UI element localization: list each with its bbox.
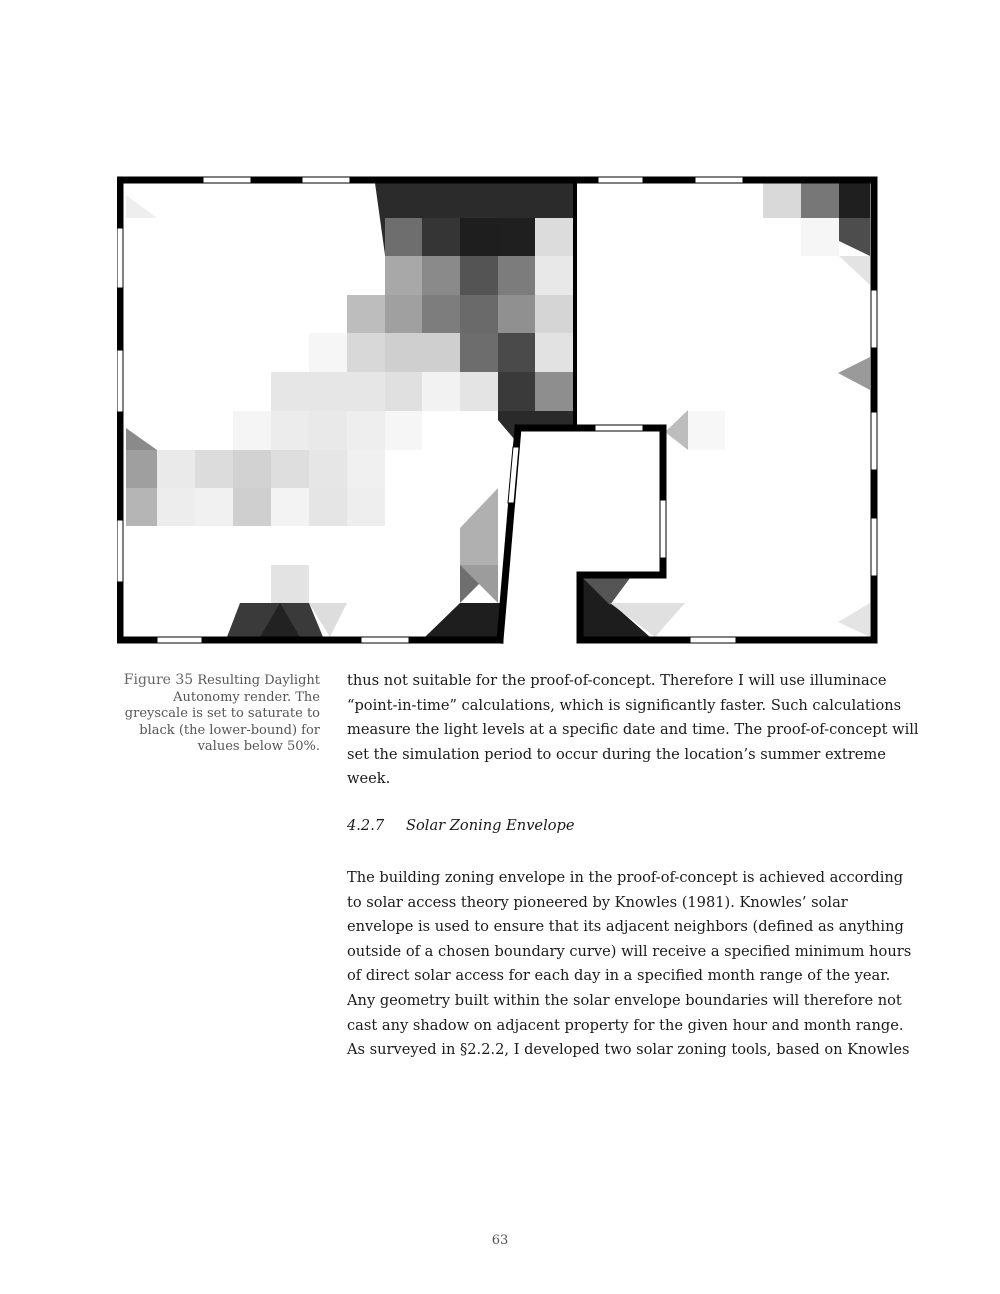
window (117, 228, 123, 288)
light-cell (195, 450, 233, 488)
text-line: envelope is used to ensure that its adjacent neighbors (defined as anything (347, 918, 904, 936)
light-cell (838, 603, 870, 637)
text-line: cast any shadow on adjacent property for the given hour and month range. (347, 1016, 904, 1034)
window (595, 425, 643, 431)
window (695, 177, 743, 183)
light-cell (347, 333, 385, 372)
light-cell (309, 450, 347, 488)
section-title: Solar Zoning Envelope (406, 817, 575, 834)
grey-cell (126, 488, 157, 526)
dark-cell (425, 603, 500, 637)
grey-cell (535, 372, 573, 411)
paragraph-1 (347, 669, 919, 792)
text-line: Any geometry built within the solar envelope boundaries will therefore not (347, 991, 902, 1009)
text-line: thus not suitable for the proof-of-concept. Therefore I will use illuminace (347, 672, 887, 689)
light-cell (126, 195, 157, 218)
light-cell (422, 372, 460, 411)
light-cell (271, 488, 309, 526)
light-cell (309, 488, 347, 526)
light-cell (157, 488, 195, 526)
window (302, 177, 350, 183)
floor-plan-render (117, 176, 879, 646)
dark-cell (498, 218, 535, 256)
window (690, 637, 736, 643)
dark-cell (460, 218, 498, 256)
light-cell (309, 333, 347, 372)
figure-caption-text: Resulting Daylight Autonomy render. The greyscale is set to saturate to black (the lower-bound) for values below 50%. (124, 673, 320, 754)
figure-caption (112, 672, 320, 756)
daylight-autonomy-figure (117, 176, 879, 646)
grey-cell (665, 410, 688, 450)
light-cell (385, 372, 422, 411)
dark-cell (422, 218, 460, 256)
grey-cell (422, 256, 460, 295)
grey-cell (839, 218, 870, 256)
light-cell (763, 183, 801, 218)
light-cell (535, 333, 573, 372)
dark-cell (839, 183, 870, 218)
light-cell (271, 411, 309, 450)
section-heading (347, 817, 575, 834)
window (871, 412, 877, 470)
light-cell (233, 488, 271, 526)
grey-cell (460, 333, 498, 372)
window (117, 520, 123, 582)
dark-cell (801, 183, 839, 218)
text-line: set the simulation period to occur during the location’s summer extreme (347, 745, 886, 763)
light-cell (347, 411, 385, 450)
light-cell (309, 411, 347, 450)
light-cell (535, 218, 573, 256)
grey-cell (422, 295, 460, 333)
light-cell (271, 565, 309, 603)
light-cell (535, 256, 573, 295)
grey-cell (460, 256, 498, 295)
light-cell (347, 450, 385, 488)
window (598, 177, 643, 183)
section-number: 4.2.7 (347, 817, 385, 834)
grey-cell (460, 488, 498, 565)
window (660, 500, 666, 558)
text-line: “point-in-time” calculations, which is significantly faster. Such calculations (347, 696, 902, 714)
text-line: week. (347, 770, 391, 788)
light-cell (347, 488, 385, 526)
window (157, 637, 202, 643)
text-line: outside of a chosen boundary curve) will receive a specified minimum hours (347, 942, 912, 960)
text-line: measure the light levels at a specific date and time. The proof-of-concept will (347, 721, 919, 739)
window (117, 350, 123, 412)
window (203, 177, 251, 183)
grey-cell (498, 256, 535, 295)
light-cell (271, 372, 385, 411)
grey-cell (385, 256, 422, 295)
text-line: The building zoning envelope in the proof-of-concept is achieved according (347, 869, 904, 886)
light-cell (157, 450, 195, 488)
daylight-cells (126, 183, 870, 637)
light-cell (801, 218, 839, 256)
grey-cell (385, 218, 422, 256)
light-cell (688, 411, 725, 450)
page-number: 63 (491, 1233, 509, 1248)
text-line: to solar access theory pioneered by Knowles (1981). Knowles’ solar (347, 893, 848, 911)
dark-cell (498, 372, 535, 411)
grey-cell (838, 357, 870, 390)
text-line: As surveyed in §2.2.2, I developed two solar zoning tools, based on Knowles (347, 1041, 910, 1059)
grey-cell (498, 295, 535, 333)
light-cell (271, 450, 309, 488)
light-cell (233, 450, 271, 488)
light-cell (535, 295, 573, 333)
dark-cell (498, 333, 535, 372)
grey-cell (460, 295, 498, 333)
grey-cell (385, 295, 422, 333)
figure-number: Figure 35 (123, 672, 194, 688)
light-cell (460, 372, 498, 411)
light-cell (195, 488, 233, 526)
window (871, 518, 877, 576)
text-line: of direct solar access for each day in a specified month range of the year. (347, 967, 891, 985)
light-cell (233, 411, 271, 450)
window (871, 290, 877, 348)
light-cell (385, 411, 422, 450)
light-cell (385, 333, 460, 372)
paragraph-2 (347, 866, 912, 1063)
window (361, 637, 409, 643)
light-cell (839, 256, 870, 285)
grey-cell (126, 450, 157, 488)
grey-cell (347, 295, 385, 333)
